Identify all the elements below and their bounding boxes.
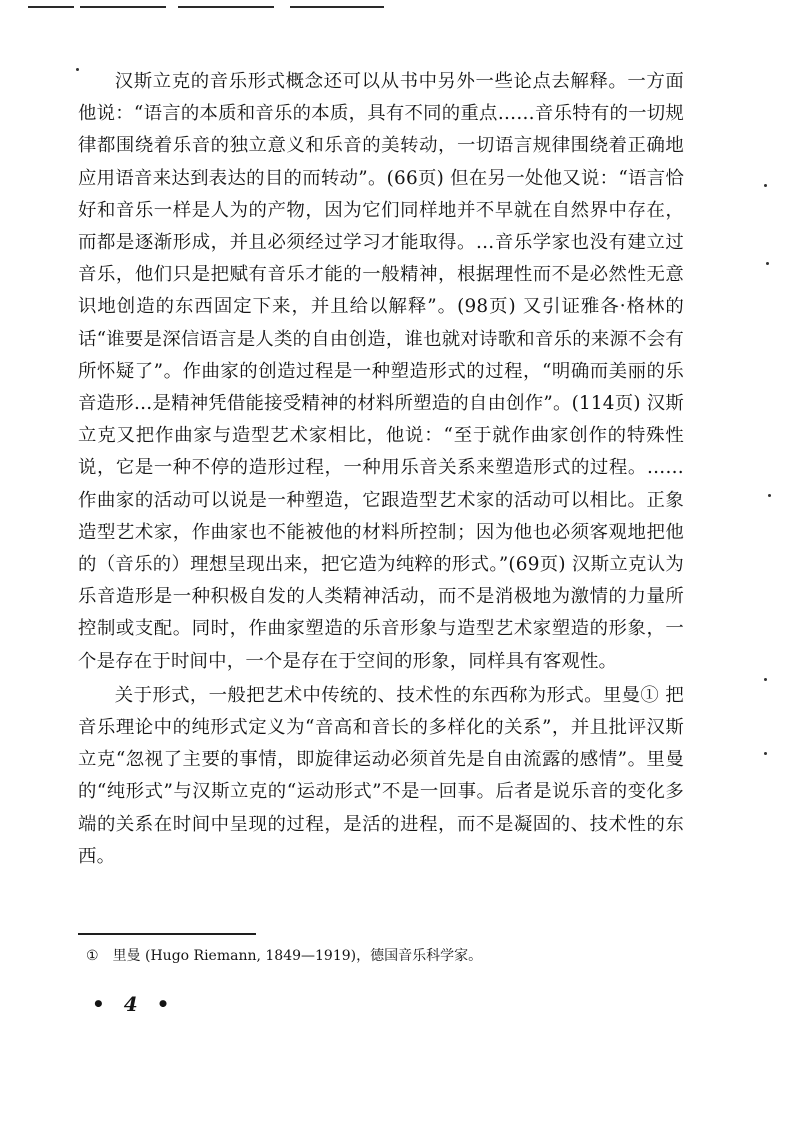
scan-speck (768, 494, 771, 497)
scan-speck (76, 68, 79, 71)
paragraph-1: 汉斯立克的音乐形式概念还可以从书中另外一些论点去解释。一方面他说：“语言的本质和音乐的本质，具有不同的重点……音乐特有的一切规律都围绕着乐音的独立意义和乐音的美转动，一切语言规律围绕着正确地应用语音来达到表达的目的而转动”。(66页) 但在另一处他又说：“语言恰好和音乐一样是人为的产物，因为它们同样地并不早就在自然界中存在，而都是逐渐形成，并且必须经过学习才能取得。…音乐学家也没有建立过音乐，他们只是把赋有音乐才能的一般精神，根据理性而不是必然性无意识地创造的东西固定下来，并且给以解释”。(98页) 又引证雅各·格林的话“谁要是深信语言是人类的自由创造，谁也就对诗歌和音乐的来源不会有所怀疑了”。作曲家的创造过程是一种塑造形式的过程，“明确而美丽的乐音造形…是精神凭借能接受精神的材料所塑造的自由创作”。(114页) 汉斯立克又把作曲家与造型艺术家相比，他说：“至于就作曲家创作的特殊性说，它是一种不停的造形过程，一种用乐音关系来塑造形式的过程。……作曲家的活动可以说是一种塑造，它跟造型艺术家的活动可以相比。正象造型艺术家，作曲家也不能被他的材料所控制；因为他也必须客观地把他的（音乐的）理想呈现出来，把它造为纯粹的形式。”(69页) 汉斯立克认为乐音造形是一种积极自发的人类精神活动，而不是消极地为激情的力量所控制或支配。同时，作曲家塑造的乐音形象与造型艺术家塑造的形象，一个是存在于时间中，一个是存在于空间的形象，同样具有客观性。 (78, 71, 684, 672)
page-body (78, 66, 684, 873)
footnote-divider (78, 933, 256, 935)
scan-speck (766, 262, 769, 265)
scan-speck (764, 184, 767, 187)
footnote-text: 里曼 (Hugo Riemann, 1849—1919)，德国音乐科学家。 (112, 948, 483, 964)
page-number: • 4 • (92, 992, 176, 1016)
top-border-rules (28, 6, 388, 9)
scan-speck (764, 752, 767, 755)
footnote (86, 946, 686, 966)
scan-speck (764, 678, 767, 681)
paragraph-2: 关于形式，一般把艺术中传统的、技术性的东西称为形式。里曼① 把音乐理论中的纯形式定义为“音高和音长的多样化的关系”，并且批评汉斯立克“忽视了主要的事情，即旋律运动必须首先是自由流露的感情”。里曼的“纯形式”与汉斯立克的“运动形式”不是一回事。后者是说乐音的变化多端的关系在时间中呈现的过程，是活的进程，而不是凝固的、技术性的东西。 (78, 684, 684, 867)
footnote-marker: ① (86, 948, 99, 964)
